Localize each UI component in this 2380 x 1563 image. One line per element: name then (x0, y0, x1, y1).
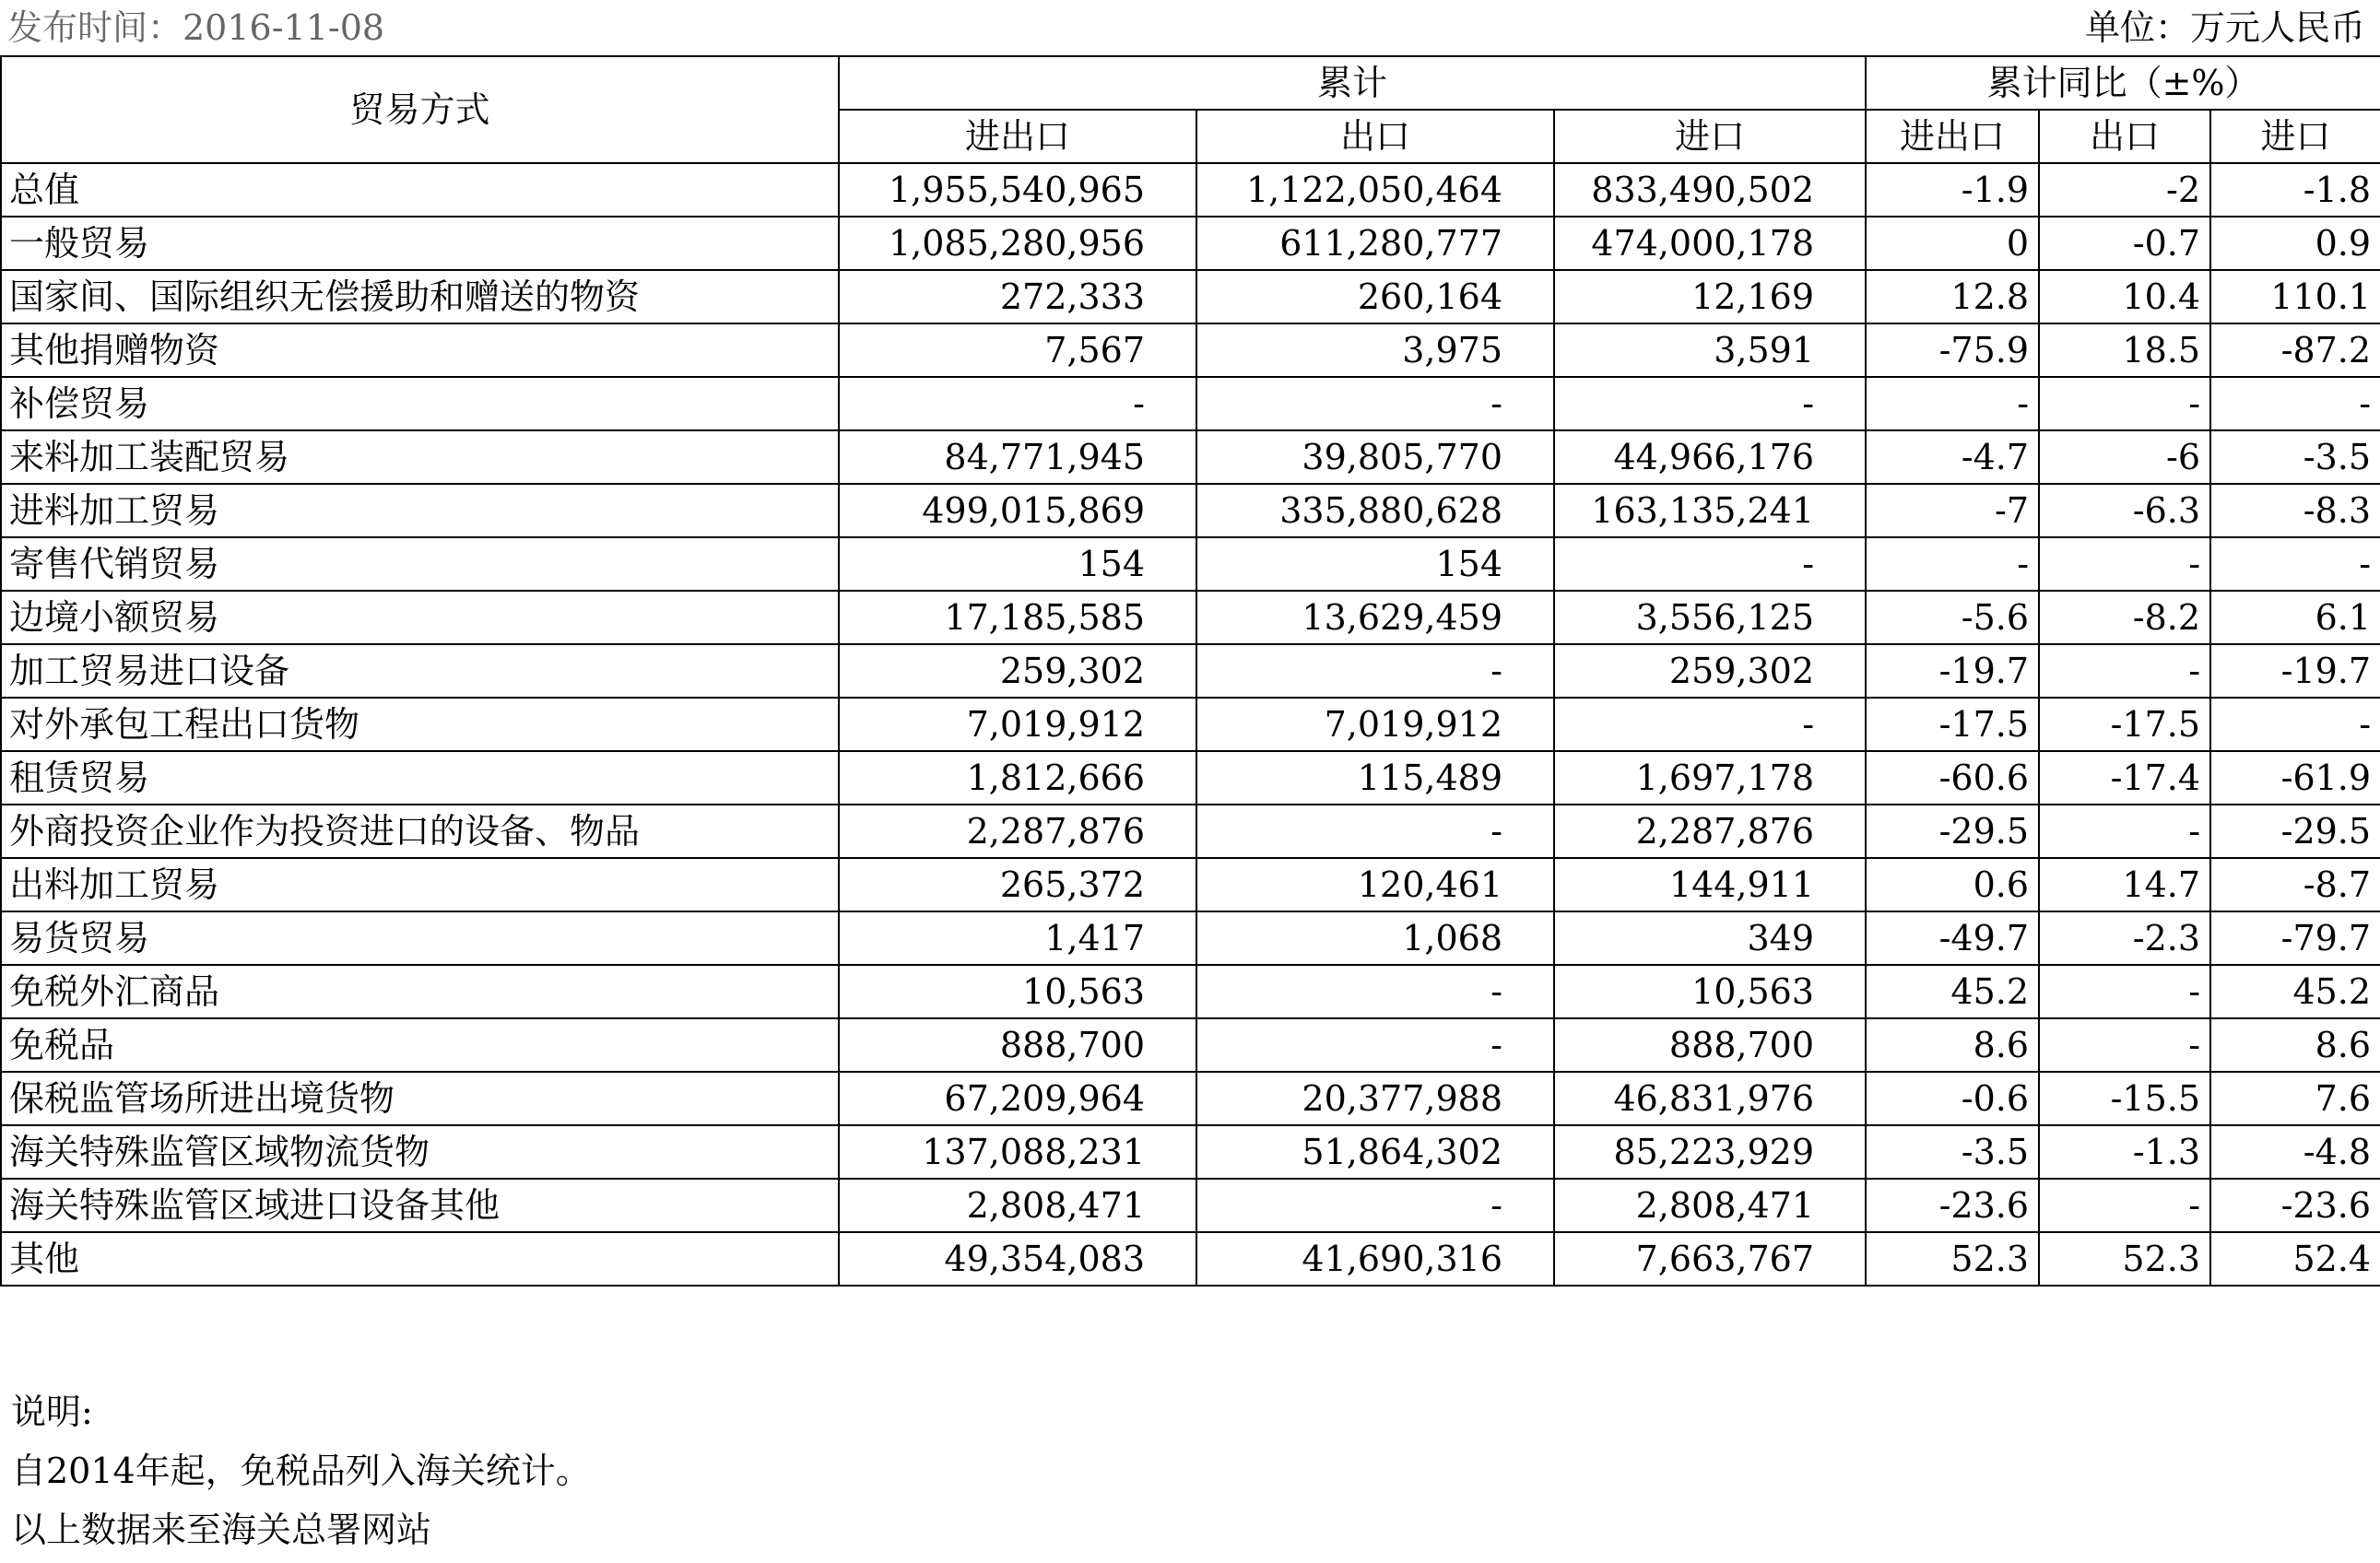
yoy-import-export-cell: - (1866, 377, 2039, 430)
trade-mode-cell: 免税品 (1, 1018, 839, 1072)
cum-export-cell: 39,805,770 (1196, 430, 1554, 484)
table-row (1, 1232, 2380, 1286)
yoy-import-export-cell: -1.9 (1866, 163, 2039, 217)
cum-import-export-header: 进出口 (839, 110, 1196, 163)
cum-import-export-cell: 17,185,585 (839, 591, 1196, 644)
table-row (1, 537, 2380, 591)
trade-mode-cell: 其他 (1, 1232, 839, 1286)
cum-export-cell: 611,280,777 (1196, 217, 1554, 270)
cum-export-cell: 1,122,050,464 (1196, 163, 1554, 217)
cum-import-cell: - (1554, 377, 1866, 430)
cumulative-header: 累计 (839, 56, 1866, 110)
yoy-import-cell: - (2210, 537, 2380, 591)
cum-import-header: 进口 (1554, 110, 1866, 163)
trade-mode-cell: 边境小额贸易 (1, 591, 839, 644)
yoy-import-cell: 45.2 (2210, 965, 2380, 1018)
cum-import-cell: - (1554, 698, 1866, 751)
yoy-import-export-cell: -60.6 (1866, 751, 2039, 805)
cum-export-cell: 7,019,912 (1196, 698, 1554, 751)
cum-import-cell: 259,302 (1554, 644, 1866, 698)
yoy-export-cell: - (2039, 1179, 2210, 1232)
yoy-import-cell: -3.5 (2210, 430, 2380, 484)
trade-mode-cell: 出料加工贸易 (1, 858, 839, 911)
cum-import-cell: 2,287,876 (1554, 805, 1866, 858)
cum-import-export-cell: 154 (839, 537, 1196, 591)
cum-import-cell: 12,169 (1554, 270, 1866, 323)
table-row (1, 698, 2380, 751)
yoy-export-cell: - (2039, 644, 2210, 698)
cumulative-yoy-header: 累计同比（±%） (1866, 56, 2380, 110)
yoy-import-export-cell: -19.7 (1866, 644, 2039, 698)
yoy-import-cell: 7.6 (2210, 1072, 2380, 1125)
yoy-import-export-cell: 45.2 (1866, 965, 2039, 1018)
cum-import-cell: 474,000,178 (1554, 217, 1866, 270)
cum-import-export-cell: 67,209,964 (839, 1072, 1196, 1125)
yoy-import-export-cell: 0 (1866, 217, 2039, 270)
cum-export-cell: 3,975 (1196, 323, 1554, 377)
yoy-import-export-cell: -3.5 (1866, 1125, 2039, 1179)
trade-mode-header: 贸易方式 (1, 56, 839, 163)
yoy-import-export-cell: -75.9 (1866, 323, 2039, 377)
yoy-export-cell: 14.7 (2039, 858, 2210, 911)
cum-export-cell: - (1196, 1018, 1554, 1072)
cum-import-cell: 85,223,929 (1554, 1125, 1866, 1179)
cum-import-export-cell: 10,563 (839, 965, 1196, 1018)
yoy-import-cell: 8.6 (2210, 1018, 2380, 1072)
table-row (1, 911, 2380, 965)
cum-export-cell: 120,461 (1196, 858, 1554, 911)
yoy-import-export-cell: - (1866, 537, 2039, 591)
yoy-export-cell: - (2039, 965, 2210, 1018)
trade-mode-cell: 海关特殊监管区域进口设备其他 (1, 1179, 839, 1232)
cum-import-export-cell: 84,771,945 (839, 430, 1196, 484)
trade-mode-cell: 外商投资企业作为投资进口的设备、物品 (1, 805, 839, 858)
cum-import-export-cell: 499,015,869 (839, 484, 1196, 537)
cum-export-cell: 115,489 (1196, 751, 1554, 805)
table-row (1, 323, 2380, 377)
table-row (1, 377, 2380, 430)
cum-import-cell: 10,563 (1554, 965, 1866, 1018)
yoy-import-cell: -23.6 (2210, 1179, 2380, 1232)
cum-export-cell: - (1196, 1179, 1554, 1232)
cum-import-export-cell: 1,085,280,956 (839, 217, 1196, 270)
trade-mode-cell: 一般贸易 (1, 217, 839, 270)
yoy-export-cell: -6.3 (2039, 484, 2210, 537)
yoy-import-export-cell: -7 (1866, 484, 2039, 537)
trade-mode-cell: 海关特殊监管区域物流货物 (1, 1125, 839, 1179)
trade-mode-cell: 来料加工装配贸易 (1, 430, 839, 484)
cum-import-export-cell: 888,700 (839, 1018, 1196, 1072)
yoy-export-cell: - (2039, 1018, 2210, 1072)
yoy-import-cell: -8.7 (2210, 858, 2380, 911)
yoy-import-cell: -8.3 (2210, 484, 2380, 537)
cum-import-export-cell: 7,567 (839, 323, 1196, 377)
trade-mode-cell: 免税外汇商品 (1, 965, 839, 1018)
yoy-import-cell: 110.1 (2210, 270, 2380, 323)
table-row (1, 1018, 2380, 1072)
yoy-import-export-cell: -17.5 (1866, 698, 2039, 751)
table-row (1, 1125, 2380, 1179)
yoy-export-cell: -17.5 (2039, 698, 2210, 751)
yoy-import-export-cell: 12.8 (1866, 270, 2039, 323)
yoy-import-export-cell: -5.6 (1866, 591, 2039, 644)
table-row (1, 270, 2380, 323)
table-row (1, 751, 2380, 805)
table-row (1, 805, 2380, 858)
top-bar (7, 4, 2373, 52)
cum-import-export-cell: 1,417 (839, 911, 1196, 965)
cum-import-export-cell: 49,354,083 (839, 1232, 1196, 1286)
yoy-export-cell: -8.2 (2039, 591, 2210, 644)
yoy-export-cell: - (2039, 537, 2210, 591)
yoy-import-export-cell: -4.7 (1866, 430, 2039, 484)
trade-mode-cell: 国家间、国际组织无偿援助和赠送的物资 (1, 270, 839, 323)
cum-import-export-cell: 265,372 (839, 858, 1196, 911)
cum-export-cell: 1,068 (1196, 911, 1554, 965)
yoy-export-cell: -0.7 (2039, 217, 2210, 270)
yoy-export-cell: 18.5 (2039, 323, 2210, 377)
table-row (1, 858, 2380, 911)
notes-line-1: 自2014年起，免税品列入海关统计。 (11, 1451, 591, 1491)
cum-import-cell: 46,831,976 (1554, 1072, 1866, 1125)
cum-import-cell: - (1554, 537, 1866, 591)
yoy-export-cell: -2.3 (2039, 911, 2210, 965)
table-row (1, 484, 2380, 537)
cum-export-cell: 13,629,459 (1196, 591, 1554, 644)
cum-import-export-cell: 1,955,540,965 (839, 163, 1196, 217)
yoy-import-export-cell: -23.6 (1866, 1179, 2039, 1232)
notes (11, 1382, 591, 1559)
cum-import-cell: 888,700 (1554, 1018, 1866, 1072)
cum-export-cell: - (1196, 644, 1554, 698)
yoy-export-cell: 52.3 (2039, 1232, 2210, 1286)
table-row (1, 1072, 2380, 1125)
yoy-import-export-cell: -29.5 (1866, 805, 2039, 858)
publish-date: 发布时间：2016-11-08 (7, 7, 385, 48)
trade-mode-cell: 寄售代销贸易 (1, 537, 839, 591)
yoy-import-cell: -19.7 (2210, 644, 2380, 698)
trade-mode-cell: 总值 (1, 163, 839, 217)
trade-mode-cell: 保税监管场所进出境货物 (1, 1072, 839, 1125)
cum-export-cell: - (1196, 805, 1554, 858)
cum-import-cell: 144,911 (1554, 858, 1866, 911)
trade-mode-cell: 补偿贸易 (1, 377, 839, 430)
cum-export-cell: - (1196, 965, 1554, 1018)
yoy-import-export-cell: 0.6 (1866, 858, 2039, 911)
yoy-import-cell: -1.8 (2210, 163, 2380, 217)
yoy-import-export-cell: -49.7 (1866, 911, 2039, 965)
trade-mode-cell: 租赁贸易 (1, 751, 839, 805)
cum-import-export-cell: 137,088,231 (839, 1125, 1196, 1179)
yoy-import-cell: -87.2 (2210, 323, 2380, 377)
cum-import-cell: 3,591 (1554, 323, 1866, 377)
trade-mode-cell: 进料加工贸易 (1, 484, 839, 537)
cum-import-cell: 2,808,471 (1554, 1179, 1866, 1232)
yoy-import-export-header: 进出口 (1866, 110, 2039, 163)
table-row (1, 217, 2380, 270)
yoy-import-header: 进口 (2210, 110, 2380, 163)
table-row (1, 591, 2380, 644)
cum-import-export-cell: 259,302 (839, 644, 1196, 698)
trade-mode-cell: 对外承包工程出口货物 (1, 698, 839, 751)
cum-export-cell: 260,164 (1196, 270, 1554, 323)
table-header (1, 56, 2380, 163)
cum-export-cell: 51,864,302 (1196, 1125, 1554, 1179)
trade-mode-cell: 易货贸易 (1, 911, 839, 965)
cum-import-export-cell: 7,019,912 (839, 698, 1196, 751)
cum-import-cell: 1,697,178 (1554, 751, 1866, 805)
cum-export-cell: 335,880,628 (1196, 484, 1554, 537)
yoy-import-cell: -79.7 (2210, 911, 2380, 965)
cum-import-cell: 349 (1554, 911, 1866, 965)
cum-import-export-cell: - (839, 377, 1196, 430)
cum-import-cell: 3,556,125 (1554, 591, 1866, 644)
notes-title: 说明: (11, 1392, 93, 1432)
yoy-import-cell: 0.9 (2210, 217, 2380, 270)
yoy-import-cell: - (2210, 377, 2380, 430)
table-row (1, 1179, 2380, 1232)
unit-label: 单位：万元人民币 (2084, 7, 2365, 48)
trade-table (0, 55, 2380, 1287)
yoy-export-cell: - (2039, 377, 2210, 430)
yoy-import-export-cell: 8.6 (1866, 1018, 2039, 1072)
table-row (1, 965, 2380, 1018)
cum-export-cell: 20,377,988 (1196, 1072, 1554, 1125)
trade-mode-cell: 加工贸易进口设备 (1, 644, 839, 698)
cum-import-export-cell: 272,333 (839, 270, 1196, 323)
cum-import-cell: 163,135,241 (1554, 484, 1866, 537)
cum-export-cell: 41,690,316 (1196, 1232, 1554, 1286)
cum-export-cell: - (1196, 377, 1554, 430)
notes-line-2: 以上数据来至海关总署网站 (11, 1510, 432, 1550)
yoy-import-cell: -61.9 (2210, 751, 2380, 805)
cum-import-export-cell: 2,808,471 (839, 1179, 1196, 1232)
cum-export-cell: 154 (1196, 537, 1554, 591)
yoy-import-cell: -29.5 (2210, 805, 2380, 858)
cum-export-header: 出口 (1196, 110, 1554, 163)
cum-import-cell: 44,966,176 (1554, 430, 1866, 484)
table-body (1, 163, 2380, 1286)
yoy-import-export-cell: 52.3 (1866, 1232, 2039, 1286)
yoy-import-cell: - (2210, 698, 2380, 751)
yoy-import-cell: 52.4 (2210, 1232, 2380, 1286)
yoy-export-header: 出口 (2039, 110, 2210, 163)
table-row (1, 430, 2380, 484)
yoy-export-cell: -6 (2039, 430, 2210, 484)
cum-import-export-cell: 1,812,666 (839, 751, 1196, 805)
cum-import-cell: 833,490,502 (1554, 163, 1866, 217)
table-row (1, 644, 2380, 698)
trade-mode-cell: 其他捐赠物资 (1, 323, 839, 377)
cum-import-cell: 7,663,767 (1554, 1232, 1866, 1286)
yoy-import-cell: 6.1 (2210, 591, 2380, 644)
cum-import-export-cell: 2,287,876 (839, 805, 1196, 858)
yoy-export-cell: 10.4 (2039, 270, 2210, 323)
yoy-export-cell: -17.4 (2039, 751, 2210, 805)
yoy-import-cell: -4.8 (2210, 1125, 2380, 1179)
yoy-import-export-cell: -0.6 (1866, 1072, 2039, 1125)
yoy-export-cell: -15.5 (2039, 1072, 2210, 1125)
yoy-export-cell: - (2039, 805, 2210, 858)
table-row (1, 163, 2380, 217)
yoy-export-cell: -2 (2039, 163, 2210, 217)
yoy-export-cell: -1.3 (2039, 1125, 2210, 1179)
